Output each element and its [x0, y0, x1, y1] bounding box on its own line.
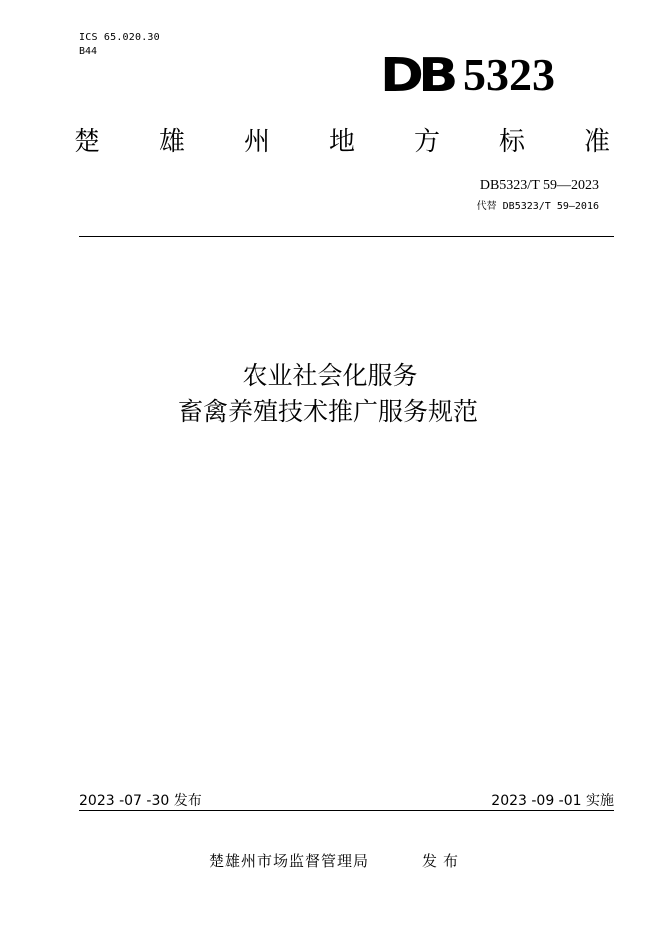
standard-type-char: 地	[328, 127, 355, 157]
db-logo-letters: DB	[380, 48, 453, 102]
implementation-date: 2023 -09 -01 实施	[491, 793, 614, 809]
issue-date: 2023 -07 -30 发布	[79, 793, 202, 809]
issue-label: 发布	[422, 852, 465, 870]
top-divider	[79, 236, 614, 237]
standard-type-char: 雄	[158, 127, 185, 157]
ccs-code: B44	[79, 46, 98, 57]
standard-type-char: 楚	[73, 127, 100, 157]
ics-code: ICS 65.020.30	[79, 32, 160, 43]
issuing-authority: 楚雄州市场监督管理局	[209, 852, 370, 870]
standard-type	[72, 124, 612, 160]
standard-type-char: 方	[413, 127, 440, 157]
replaces-standard: 代替 DB5323/T 59—2016	[476, 201, 599, 212]
standard-type-char: 州	[243, 127, 270, 157]
bottom-divider	[79, 810, 614, 811]
db-logo	[380, 48, 555, 102]
document-title-line-1: 农业社会化服务	[242, 361, 418, 390]
standard-type-char: 准	[583, 127, 610, 157]
document-title-line-2: 畜禽养殖技术推广服务规范	[177, 397, 478, 426]
standard-type-char: 标	[498, 127, 525, 157]
db-logo-number: 5323	[463, 49, 555, 100]
standard-code: DB5323/T 59—2023	[479, 178, 599, 193]
